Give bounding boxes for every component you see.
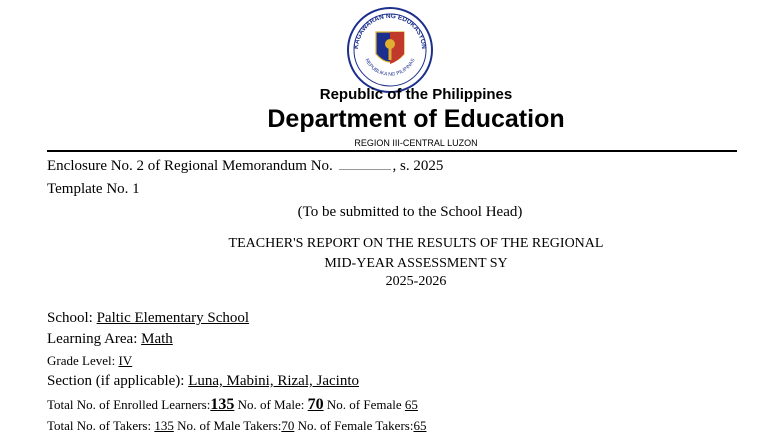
section-value: Luna, Mabini, Rizal, Jacinto bbox=[188, 373, 359, 389]
learning-area-value: Math bbox=[141, 331, 173, 347]
enrolled-male: 70 bbox=[307, 396, 324, 413]
enrolled-female-label: No. of Female bbox=[326, 397, 402, 412]
header-rule bbox=[47, 150, 737, 152]
enclosure-suffix: , s. 2025 bbox=[392, 158, 444, 174]
department-heading: Department of Education bbox=[267, 105, 565, 133]
takers-female-label: No. of Female Takers: bbox=[297, 418, 414, 433]
enrolled-label: Total No. of Enrolled Learners: bbox=[47, 397, 211, 412]
grade-level-value: IV bbox=[118, 353, 133, 368]
learning-area-row bbox=[47, 331, 173, 348]
school-row bbox=[47, 310, 249, 327]
report-title-line3: 2025-2026 bbox=[385, 274, 447, 289]
enrolled-male-label: No. of Male: bbox=[237, 397, 305, 412]
school-label: School: bbox=[47, 310, 93, 326]
submitted-note: (To be submitted to the School Head) bbox=[297, 204, 523, 220]
seal-torch bbox=[389, 48, 392, 60]
seal-bottom-text: REPUBLIKA NG PILIPINAS bbox=[363, 57, 417, 78]
grade-level-label: Grade Level: bbox=[47, 353, 116, 368]
school-value: Paltic Elementary School bbox=[96, 310, 250, 326]
takers-row bbox=[47, 418, 426, 434]
learning-area-label: Learning Area: bbox=[47, 331, 138, 347]
republic-heading: Republic of the Philippines bbox=[319, 86, 513, 103]
takers-female: 65 bbox=[413, 418, 427, 433]
memo-number-blank bbox=[339, 159, 391, 170]
seal-top-text: KAGAWARAN NG EDUKASYON bbox=[352, 12, 428, 50]
section-label: Section (if applicable): bbox=[47, 373, 185, 389]
takers-male: 70 bbox=[281, 418, 295, 433]
takers-label: Total No. of Takers: bbox=[47, 418, 152, 433]
enrolled-row bbox=[47, 396, 418, 414]
template-label: Template No. 1 bbox=[47, 181, 140, 197]
section-row bbox=[47, 373, 359, 390]
enrolled-female: 65 bbox=[404, 397, 418, 412]
report-title-line1: TEACHER'S REPORT ON THE RESULTS OF THE REGIONAL bbox=[228, 236, 604, 251]
enclosure-line bbox=[47, 158, 443, 175]
grade-level-row bbox=[47, 353, 132, 369]
enclosure-text: Enclosure No. 2 of Regional Memorandum No. bbox=[47, 158, 333, 174]
report-title-line2: MID-YEAR ASSESSMENT SY bbox=[324, 256, 508, 271]
deped-seal bbox=[346, 6, 434, 94]
seal-sun bbox=[385, 39, 395, 49]
takers-male-label: No. of Male Takers: bbox=[177, 418, 282, 433]
enrolled-total: 135 bbox=[210, 396, 235, 413]
region-heading: REGION III-CENTRAL LUZON bbox=[354, 138, 478, 148]
takers-total: 135 bbox=[154, 418, 174, 433]
